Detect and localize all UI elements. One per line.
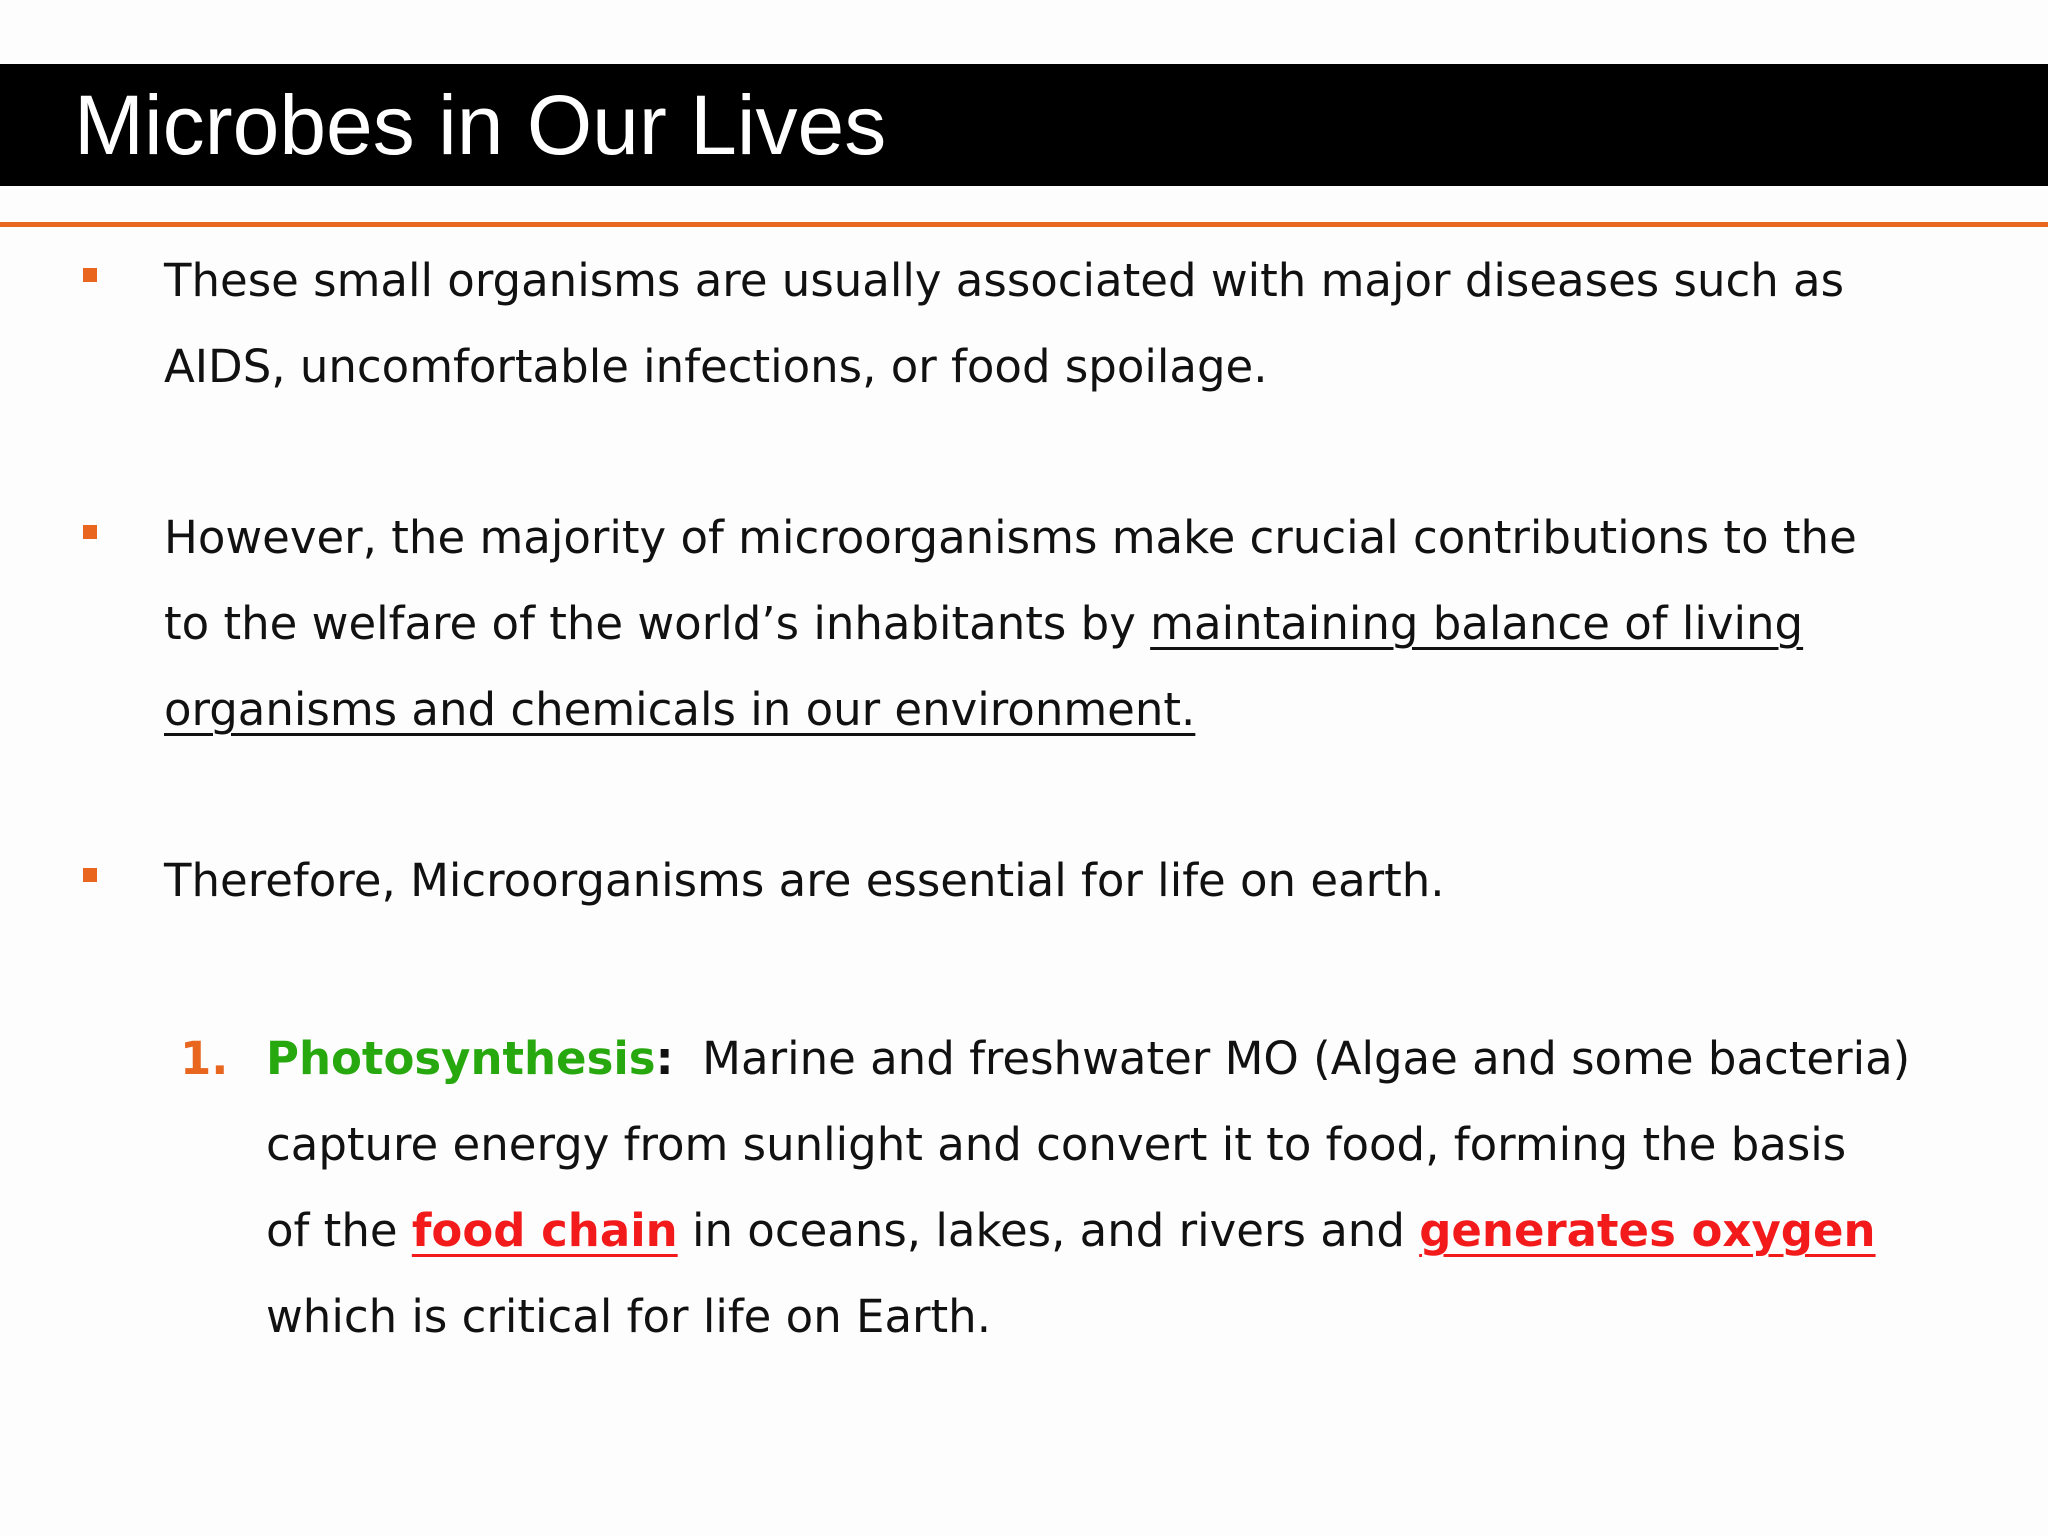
item-line-1	[266, 1016, 2006, 1102]
title-bar	[0, 64, 2048, 186]
highlight-generates-oxygen: generates oxygen	[1419, 1204, 1876, 1257]
bullet-3-line-1: Therefore, Microorganisms are essential for life on earth.	[164, 854, 1445, 907]
bullet-paragraph-2	[164, 495, 1994, 753]
bullet-paragraph-1	[164, 238, 1994, 410]
item-line-4: which is critical for life on Earth.	[266, 1290, 992, 1343]
underlined-phrase-continued: organisms and chemicals in our environment.	[164, 683, 1196, 736]
bullet-square-icon	[83, 525, 97, 539]
item-line-3-start: of the	[266, 1204, 412, 1257]
bullet-2-line-2	[164, 581, 1994, 667]
bullet-square-icon	[83, 268, 97, 282]
bullet-1-line-2: AIDS, uncomfortable infections, or food spoilage.	[164, 340, 1268, 393]
bullet-1-line-1: These small organisms are usually associated with major diseases such as	[164, 254, 1845, 307]
bullet-2-line-3	[164, 667, 1994, 753]
bullet-paragraph-3	[164, 838, 1994, 924]
bullet-square-icon	[83, 868, 97, 882]
slide-title: Microbes in Our Lives	[74, 78, 887, 172]
title-divider	[0, 222, 2048, 227]
underlined-phrase: maintaining balance of living	[1150, 597, 1804, 650]
item-line-1-text: Marine and freshwater MO (Algae and some bacteria)	[673, 1032, 1911, 1085]
highlight-food-chain: food chain	[411, 1204, 678, 1257]
item-line-2: capture energy from sunlight and convert it to food, forming the basis	[266, 1118, 1847, 1171]
term-photosynthesis: Photosynthesis	[266, 1032, 656, 1085]
list-number: 1.	[180, 1032, 229, 1085]
item-line-3-middle: in oceans, lakes, and rivers and	[677, 1204, 1420, 1257]
numbered-item-photosynthesis	[266, 1016, 2006, 1360]
item-line-3	[266, 1188, 2006, 1274]
bullet-2-line-2-text: to the welfare of the world’s inhabitants by	[164, 597, 1151, 650]
bullet-2-line-1: However, the majority of microorganisms make crucial contributions to the	[164, 511, 1857, 564]
term-colon: :	[655, 1032, 674, 1085]
